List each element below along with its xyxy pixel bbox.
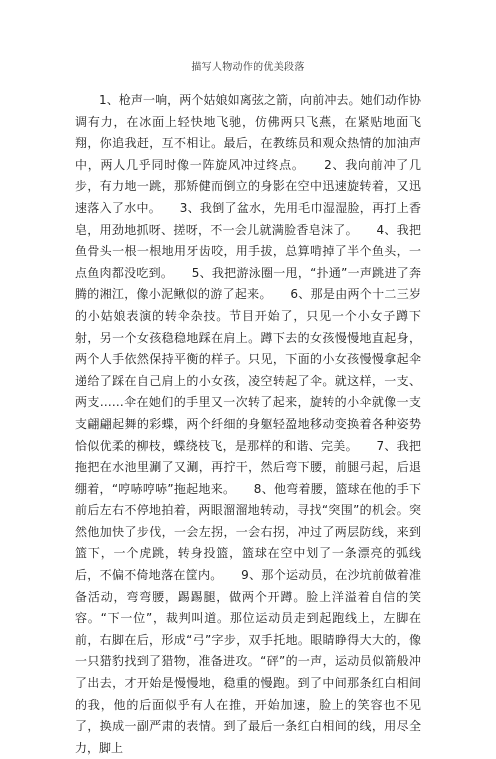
document-body-paragraph: 1、枪声一响，两个姑娘如离弦之箭，向前冲去。她们动作协调有力，在冰面上轻快地飞驰，仿佛两只飞燕，在紧贴地面飞翔，你追我赶，互不相让。最后，在教练员和观众热情的加油声中，两人几乎同时像一阵旋风冲过终点。 2、我向前冲了几步，有力地一跳，那矫健而倒立的身影在空中迅速旋转着，又迅速落入了水中。 3、我倒了盆水，先用毛巾湿湿脸，再打上香皂，用劲地抓呀、搓呀，不一会儿就满脸香皂沫了。 4、我把鱼骨头一根一根地用牙齿咬，用手拔，总算啃掉了半个鱼头，一点鱼肉都没吃到。 5、我把游泳圈一甩，“扑通”一声跳进了奔腾的湘江，像小泥鳅似的游了起来。 6、那是由两个十二三岁的小姑娘表演的转伞杂技。节目开始了，只见一个小女子蹲下射，另一个女孩稳稳地踩在肩上。蹲下去的女孩慢慢地直起身，两个人手依然保持平衡的样子。只见，下面的小女孩慢慢拿起伞递给了踩在自己肩上的小女孩，凌空转起了伞。就这样，一支、两支……伞在她们的手里又一次转了起来，旋转的小伞就像一支支翩翩起舞的彩蝶，两个纤细的身躯轻盈地移动变换着各种姿势恰似优柔的柳枝，蝶绕枝飞，是那样的和谐、完美。 7、我把拖把在水池里涮了又涮，再拧干，然后弯下腰，前腿弓起，后退绷着，“哼哧哼哧”拖起地来。 8、他弯着腰，篮球在他的手下前后左右不停地拍着，两眼溜溜地转动，寻找“突围”的机会。突然他加快了步伐，一会左拐，一会右拐，冲过了两层防线，来到篮下，一个虎跳，转身投篮，篮球在空中划了一条漂亮的弧线后，不偏不倚地落在筐内。 9、那个运动员，在沙坑前做着准备活动，弯弯腰，踢踢腿，做两个开蹲。脸上洋溢着自信的笑容。“下一位”，裁判叫道。那位运动员走到起跑线上，左脚在前，右脚在后，形成“弓”字步，双手托地。眼睛睁得大大的，像一只猎豹找到了猎物，准备进攻。“砰”的一声，运动员似箭般冲了出去，才开始是慢慢地，稳重的慢跑。到了中间那条红白相间的我，他的后面似乎有人在推，开始加速，脸上的笑容也不见了，换成一副严肃的表情。到了最后一条红白相间的线，用尽全力，脚上 [75, 93, 421, 755]
document-title: 描写人物动作的优美段落 [191, 62, 305, 73]
